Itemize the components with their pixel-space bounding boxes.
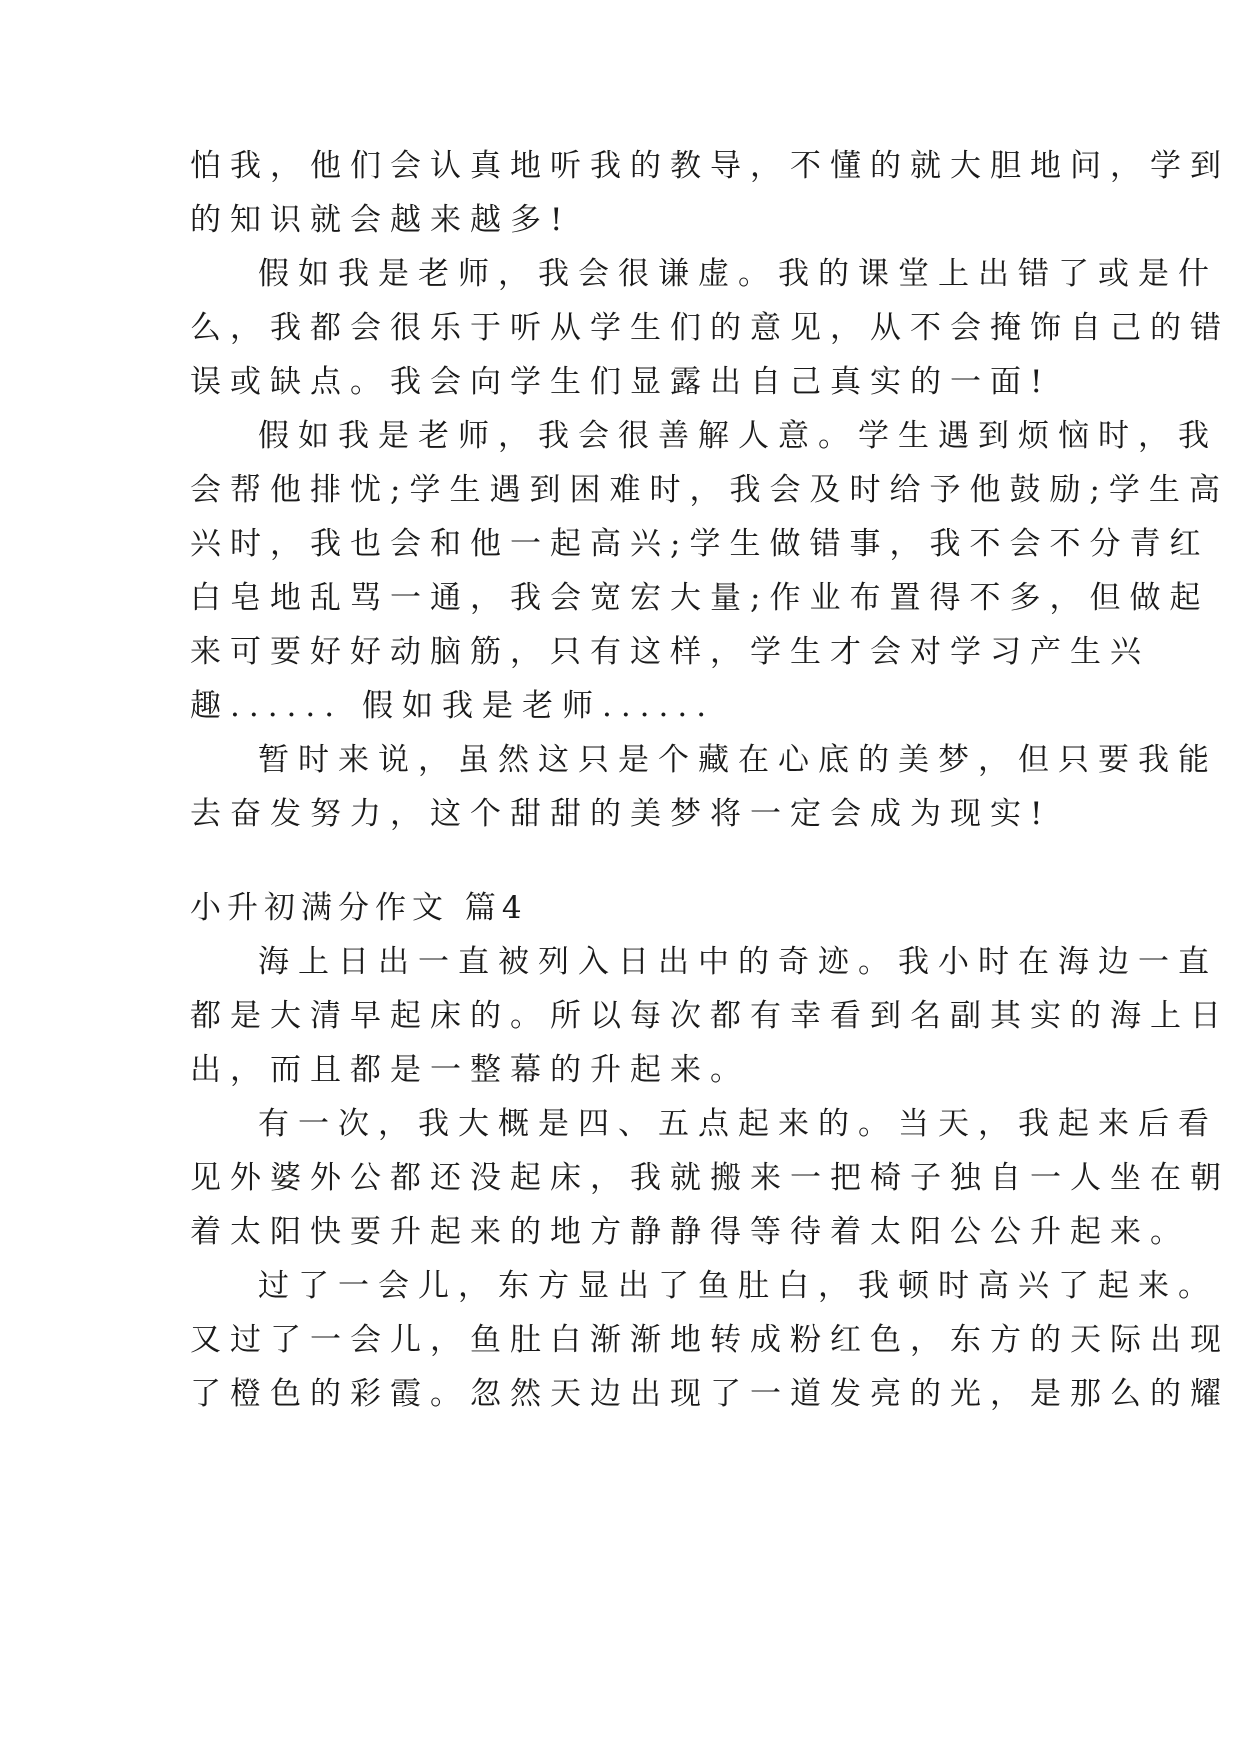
text-line: 会帮他排忧;学生遇到困难时，我会及时给予他鼓励;学生高 (190, 472, 1229, 508)
text-line: 去奋发努力，这个甜甜的美梦将一定会成为现实! (190, 796, 1052, 832)
text-line: 了橙色的彩霞。忽然天边出现了一道发亮的光，是那么的耀 (190, 1376, 1230, 1412)
text-line: 都是大清早起床的。所以每次都有幸看到名副其实的海上日 (190, 998, 1230, 1034)
text-line: 见外婆外公都还没起床，我就搬来一把椅子独自一人坐在朝 (190, 1160, 1230, 1196)
text-line: 误或缺点。我会向学生们显露出自己真实的一面! (190, 364, 1052, 400)
paragraph-start: 有一次，我大概是四、五点起来的。当天，我起来后看 (258, 1106, 1218, 1142)
text-line: 兴时，我也会和他一起高兴;学生做错事，我不会不分青红 (190, 526, 1210, 562)
paragraph-start: 过了一会儿，东方显出了鱼肚白，我顿时高兴了起来。 (258, 1268, 1218, 1304)
text-line: 着太阳快要升起来的地方静静得等待着太阳公公升起来。 (190, 1214, 1190, 1250)
paragraph-start: 假如我是老师，我会很谦虚。我的课堂上出错了或是什 (258, 256, 1218, 292)
paragraph-start: 暂时来说，虽然这只是个藏在心底的美梦，但只要我能 (258, 742, 1218, 778)
section-heading: 小升初满分作文 篇4 (190, 890, 528, 926)
text-line: 白皂地乱骂一通，我会宽宏大量;作业布置得不多，但做起 (190, 580, 1210, 616)
paragraph-start: 假如我是老师，我会很善解人意。学生遇到烦恼时，我 (258, 418, 1218, 454)
text-line: 么，我都会很乐于听从学生们的意见，从不会掩饰自己的错 (190, 310, 1230, 346)
text-line: 的知识就会越来越多! (190, 202, 572, 238)
text-line: 又过了一会儿，鱼肚白渐渐地转成粉红色，东方的天际出现 (190, 1322, 1230, 1358)
text-line: 怕我，他们会认真地听我的教导，不懂的就大胆地问，学到 (190, 148, 1230, 184)
paragraph-start: 海上日出一直被列入日出中的奇迹。我小时在海边一直 (258, 944, 1218, 980)
text-line: 来可要好好动脑筋，只有这样，学生才会对学习产生兴 (190, 634, 1150, 670)
text-line: 趣...... 假如我是老师...... (190, 688, 716, 724)
text-line: 出，而且都是一整幕的升起来。 (190, 1052, 750, 1088)
